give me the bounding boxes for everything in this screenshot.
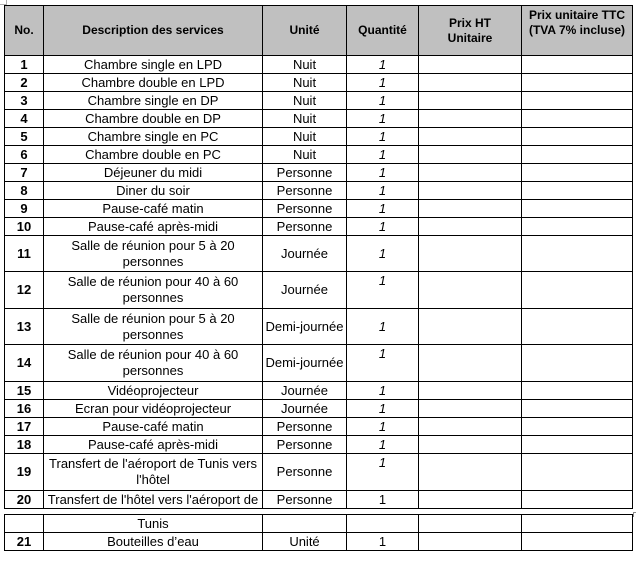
cell-quantity: 1 — [347, 533, 419, 551]
header-unit: Unité — [263, 6, 347, 56]
cell-unit: Personne — [263, 436, 347, 454]
cell-unit: Journée — [263, 236, 347, 272]
cell-quantity: 1 — [347, 436, 419, 454]
cell-unit: Nuit — [263, 110, 347, 128]
cell-no: 13 — [5, 309, 44, 345]
cell-price-ttc[interactable] — [522, 418, 633, 436]
header-price-ht — [419, 6, 522, 56]
cell-price-ht[interactable] — [419, 382, 522, 400]
cell-price-ttc[interactable] — [522, 382, 633, 400]
cell-price-ht[interactable] — [419, 200, 522, 218]
services-table — [4, 5, 633, 509]
cell-description — [44, 272, 263, 309]
cell-unit: Personne — [263, 164, 347, 182]
table-row — [5, 533, 633, 551]
cell-unit: Nuit — [263, 146, 347, 164]
cell-description-line1: Transfert de l'aéroport de Tunis vers — [49, 456, 257, 471]
cell-price-ht[interactable] — [419, 400, 522, 418]
table-row — [5, 146, 633, 164]
cell-price-ht[interactable] — [419, 345, 522, 382]
cell-description-line2: personnes — [122, 290, 184, 305]
cell-description: Chambre single en LPD — [44, 56, 263, 74]
cell-quantity: 1 — [347, 182, 419, 200]
table-row — [5, 164, 633, 182]
cell-no: 12 — [5, 272, 44, 309]
cell-no: 14 — [5, 345, 44, 382]
cell-price-ht[interactable] — [419, 236, 522, 272]
cell-price-ht[interactable] — [419, 56, 522, 74]
cell-price-ht[interactable] — [419, 218, 522, 236]
cell-description-line1: Salle de réunion pour 5 à 20 — [71, 237, 235, 253]
cell-quantity: 1 — [347, 309, 419, 345]
header-price-ttc-line2: (TVA 7% incluse) — [528, 23, 626, 37]
cell-unit: Personne — [263, 454, 347, 491]
cell-price-ht[interactable] — [419, 74, 522, 92]
cell-price-ht[interactable] — [419, 164, 522, 182]
cell-price-ttc[interactable] — [522, 309, 633, 345]
table-row — [5, 92, 633, 110]
cell-description: Pause-café après-midi — [44, 218, 263, 236]
cell-description: Chambre double en LPD — [44, 74, 263, 92]
cell-price-ht[interactable] — [419, 436, 522, 454]
cell-quantity: 1 — [347, 56, 419, 74]
table-row — [5, 345, 633, 382]
cell-description: Diner du soir — [44, 182, 263, 200]
cell-no: 7 — [5, 164, 44, 182]
cell-unit: Demi-journée — [263, 309, 347, 345]
cell-no: 6 — [5, 146, 44, 164]
cell-no: 18 — [5, 436, 44, 454]
cell-price-ttc[interactable] — [522, 236, 633, 272]
table-header-row — [5, 6, 633, 56]
table-row — [5, 454, 633, 491]
cell-price-ttc[interactable] — [522, 92, 633, 110]
cell-unit: Unité — [263, 533, 347, 551]
cell-description: Pause-café matin — [44, 200, 263, 218]
cell-price-ttc[interactable] — [522, 491, 633, 509]
cell-description-line1: Salle de réunion pour 40 à 60 — [67, 347, 239, 362]
cell-quantity: 1 — [347, 164, 419, 182]
cell-description: Chambre single en PC — [44, 128, 263, 146]
cell-price-ttc[interactable] — [522, 515, 633, 533]
cell-quantity: 1 — [347, 454, 419, 491]
cell-description-line1: Salle de réunion pour 5 à 20 — [71, 310, 235, 326]
cell-price-ttc[interactable] — [522, 182, 633, 200]
cell-price-ttc[interactable] — [522, 454, 633, 491]
cell-no: 16 — [5, 400, 44, 418]
cell-no: 8 — [5, 182, 44, 200]
cell-unit: Personne — [263, 200, 347, 218]
cell-price-ttc[interactable] — [522, 110, 633, 128]
cell-unit: Nuit — [263, 74, 347, 92]
cell-description: Transfert de l'hôtel vers l'aéroport de — [44, 491, 263, 509]
cell-price-ht[interactable] — [419, 418, 522, 436]
cell-no: 15 — [5, 382, 44, 400]
cell-quantity: 1 — [347, 382, 419, 400]
cell-description: Vidéoprojecteur — [44, 382, 263, 400]
table-row — [5, 236, 633, 272]
header-description: Description des services — [44, 6, 263, 56]
cell-price-ttc[interactable] — [522, 56, 633, 74]
cell-price-ttc[interactable] — [522, 436, 633, 454]
cell-price-ht[interactable] — [419, 272, 522, 309]
table-row — [5, 491, 633, 509]
cell-unit — [263, 515, 347, 533]
cell-quantity — [347, 515, 419, 533]
cell-no: 1 — [5, 56, 44, 74]
header-quantity: Quantité — [347, 6, 419, 56]
cell-quantity: 1 — [347, 200, 419, 218]
cell-price-ht[interactable] — [419, 309, 522, 345]
table-row — [5, 182, 633, 200]
cell-price-ht[interactable] — [419, 146, 522, 164]
cell-description — [44, 454, 263, 491]
cell-no: 10 — [5, 218, 44, 236]
header-price-ttc-line1: Prix unitaire TTC — [528, 8, 626, 22]
cell-price-ttc[interactable] — [522, 345, 633, 382]
cell-no: 4 — [5, 110, 44, 128]
cell-price-ht[interactable] — [419, 515, 522, 533]
cell-description: Ecran pour vidéoprojecteur — [44, 400, 263, 418]
cell-description — [44, 345, 263, 382]
cell-no: 5 — [5, 128, 44, 146]
header-price-ht-line2: Unitaire — [447, 30, 493, 45]
cell-price-ht[interactable] — [419, 110, 522, 128]
cell-quantity: 1 — [347, 110, 419, 128]
cell-quantity: 1 — [347, 400, 419, 418]
cell-quantity: 1 — [347, 272, 419, 309]
cell-unit: Personne — [263, 182, 347, 200]
cell-price-ht[interactable] — [419, 533, 522, 551]
cell-description-line2: personnes — [122, 253, 184, 269]
cell-price-ttc[interactable] — [522, 164, 633, 182]
cell-description-line2: personnes — [122, 326, 184, 342]
cell-price-ttc[interactable] — [522, 400, 633, 418]
header-price-ttc — [522, 6, 633, 56]
services-table-continued — [4, 514, 633, 551]
cell-no: 2 — [5, 74, 44, 92]
table-row — [5, 110, 633, 128]
table-row-continuation — [5, 515, 633, 533]
cell-unit: Nuit — [263, 128, 347, 146]
table-row — [5, 309, 633, 345]
cell-price-ttc[interactable] — [522, 128, 633, 146]
cell-unit: Personne — [263, 418, 347, 436]
cell-description: Chambre double en PC — [44, 146, 263, 164]
cell-unit: Personne — [263, 491, 347, 509]
cell-description: Chambre double en DP — [44, 110, 263, 128]
table-row — [5, 272, 633, 309]
cell-description: Bouteilles d’eau — [44, 533, 263, 551]
cell-no: 9 — [5, 200, 44, 218]
header-no: No. — [5, 6, 44, 56]
table-row — [5, 418, 633, 436]
cell-description — [44, 236, 263, 272]
cell-unit: Journée — [263, 272, 347, 309]
cell-quantity: 1 — [347, 491, 419, 509]
cell-description: Déjeuner du midi — [44, 164, 263, 182]
cell-price-ht[interactable] — [419, 454, 522, 491]
cell-quantity: 1 — [347, 128, 419, 146]
cell-unit: Personne — [263, 218, 347, 236]
cell-description: Tunis — [44, 515, 263, 533]
cell-description-line1: Salle de réunion pour 40 à 60 — [67, 274, 239, 289]
cell-no: 3 — [5, 92, 44, 110]
cell-price-ttc[interactable] — [522, 272, 633, 309]
cell-unit: Nuit — [263, 56, 347, 74]
cell-quantity: 1 — [347, 418, 419, 436]
header-price-ht-line1: Prix HT — [448, 15, 491, 30]
cell-no: 19 — [5, 454, 44, 491]
cell-unit: Demi-journée — [263, 345, 347, 382]
cell-no: 11 — [5, 236, 44, 272]
cell-no: 17 — [5, 418, 44, 436]
cell-price-ttc[interactable] — [522, 146, 633, 164]
cell-no — [5, 515, 44, 533]
cell-quantity: 1 — [347, 74, 419, 92]
cell-price-ttc[interactable] — [522, 74, 633, 92]
cell-quantity: 1 — [347, 92, 419, 110]
cell-price-ttc[interactable] — [522, 200, 633, 218]
cell-quantity: 1 — [347, 218, 419, 236]
table-row — [5, 200, 633, 218]
cell-price-ttc[interactable] — [522, 533, 633, 551]
cell-price-ht[interactable] — [419, 128, 522, 146]
cell-description-line2: personnes — [122, 363, 184, 378]
cell-no: 20 — [5, 491, 44, 509]
cell-price-ht[interactable] — [419, 92, 522, 110]
cell-description — [44, 309, 263, 345]
table-row — [5, 382, 633, 400]
cell-description: Pause-café matin — [44, 418, 263, 436]
cell-no: 21 — [5, 533, 44, 551]
table-row — [5, 400, 633, 418]
table-row — [5, 56, 633, 74]
cell-unit: Nuit — [263, 92, 347, 110]
table-row — [5, 128, 633, 146]
table-row — [5, 74, 633, 92]
cell-price-ttc[interactable] — [522, 218, 633, 236]
cell-quantity: 1 — [347, 345, 419, 382]
cell-price-ht[interactable] — [419, 182, 522, 200]
cell-unit: Journée — [263, 382, 347, 400]
cell-price-ht[interactable] — [419, 491, 522, 509]
cell-description-line2: l'hôtel — [136, 472, 170, 487]
cell-quantity: 1 — [347, 146, 419, 164]
table-row — [5, 436, 633, 454]
cell-description: Chambre single en DP — [44, 92, 263, 110]
cell-unit: Journée — [263, 400, 347, 418]
cell-description: Pause-café après-midi — [44, 436, 263, 454]
table-row — [5, 218, 633, 236]
cell-quantity: 1 — [347, 236, 419, 272]
